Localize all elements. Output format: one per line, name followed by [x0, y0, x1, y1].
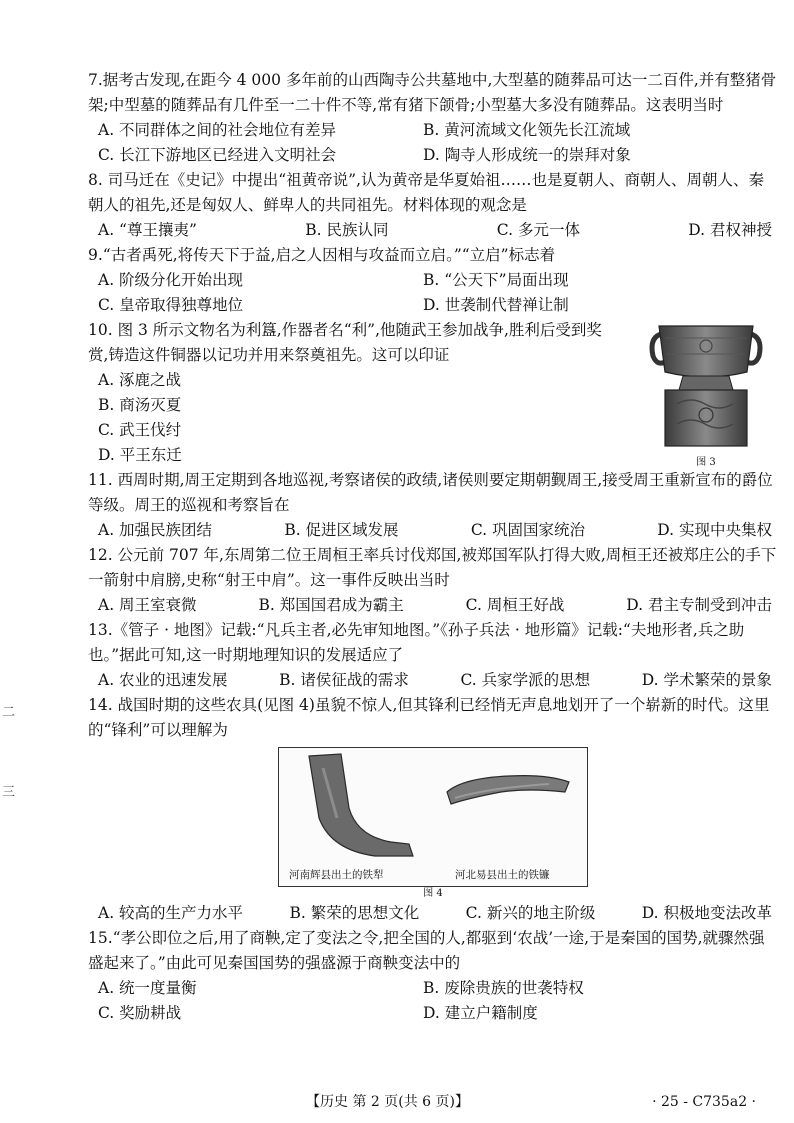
question-stem: 12. 公元前 707 年,东周第二位王周桓王率兵讨伐郑国,被郑国军队打得大败,周桓王还被郑庄公的手下一箭射中肩膀,史称“射王中肩”。这一事件反映出当时 — [88, 546, 777, 589]
figure-4-frame — [278, 747, 588, 887]
options — [88, 218, 778, 243]
figure-caption: 图 3 — [696, 457, 716, 468]
options — [88, 118, 778, 168]
question-stem: 14. 战国时期的这些农具(见图 4)虽貌不惊人,但其锋利已经悄无声息地划开了一个崭新的时代。这里的“锋利”可以理解为 — [88, 696, 770, 739]
question-stem: 7.据考古发现,在距今 4 000 多年前的山西陶寺公共墓地中,大型墓的随葬品可达一二百件,并有整猪骨架;中型墓的随葬品有几件至一二十件不等,常有猪下颌骨;小型墓大多没有随葬品。这表明当时 — [88, 71, 777, 114]
question-stem: 15.“孝公即位之后,用了商鞅,定了变法之令,把全国的人,都驱到‘农战’一途,于是秦国的国势,就骤然强盛起来了。”由此可见秦国国势的强盛源于商鞅变法中的 — [88, 929, 765, 972]
option-b: B. 民族认同 — [305, 221, 389, 239]
question-8 — [88, 168, 778, 243]
option-d: D. 积极地变法改革 — [641, 904, 772, 922]
option-b: B. “公天下”局面出现 — [423, 271, 569, 289]
question-stem: 10. 图 3 所示文物名为利簋,作器者名“利”,他随武王参加战争,胜利后受到奖赏,铸造这件铜器以记功并用来祭奠祖先。这可以印证 — [88, 321, 602, 364]
option-b: B. 黄河流域文化领先长江流域 — [423, 121, 631, 139]
question-11 — [88, 468, 778, 543]
question-stem: 9.“古者禹死,将传天下于益,启之人因相与攻益而立启。”“立启”标志着 — [88, 246, 556, 264]
question-9 — [88, 243, 778, 318]
option-c: C. 周桓王好战 — [465, 596, 565, 614]
option-a: A. 农业的迅速发展 — [98, 671, 228, 689]
option-c: C. 兵家学派的思想 — [460, 671, 591, 689]
exam-code: · 25 - C735a2 · — [652, 1094, 756, 1110]
li-gui-bronze-vessel-image — [647, 320, 765, 448]
figure-4 — [278, 747, 588, 901]
option-a: A. 统一度量衡 — [98, 979, 197, 997]
question-stem: 13.《管子 · 地图》记载:“凡兵主者,必先审知地图。”《孙子兵法 · 地形篇》记载:“夫地形者,兵之助也。”据此可知,这一时期地理知识的发展适应了 — [88, 621, 745, 664]
question-15 — [88, 926, 778, 1026]
option-b: B. 废除贵族的世袭特权 — [423, 979, 584, 997]
option-b: B. 商汤灭夏 — [98, 396, 182, 414]
option-b: B. 促进区域发展 — [284, 521, 399, 539]
option-c: C. 多元一体 — [496, 221, 580, 239]
option-d: D. 陶寺人形成统一的崇拜对象 — [423, 146, 631, 164]
option-b: B. 诸侯征战的需求 — [279, 671, 409, 689]
option-d: D. 建立户籍制度 — [423, 1004, 538, 1022]
figure-label-sickle: 河北易县出土的铁镰 — [455, 869, 550, 881]
option-a: A. 涿鹿之战 — [98, 371, 182, 389]
margin-mark: 二 — [2, 705, 16, 720]
option-c: C. 奖励耕战 — [98, 1004, 182, 1022]
option-c: C. 长江下游地区已经进入文明社会 — [98, 146, 337, 164]
figure-label-plough: 河南辉县出土的铁犁 — [289, 869, 384, 881]
margin-mark: 三 — [2, 785, 16, 800]
option-b: B. 郑国国君成为霸主 — [258, 596, 404, 614]
option-c: C. 皇帝取得独尊地位 — [98, 296, 244, 314]
question-stem: 8. 司马迁在《史记》中提出“祖黄帝说”,认为黄帝是华夏始祖……也是夏朝人、商朝人、周朝人、秦朝人的祖先,还是匈奴人、鲜卑人的共同祖先。材料体现的观念是 — [88, 171, 764, 214]
page-number-label: 【历史 第 2 页(共 6 页)】 — [306, 1094, 469, 1110]
options — [88, 976, 778, 1026]
options — [88, 518, 778, 543]
iron-tools-image — [279, 748, 587, 858]
option-d: D. 学术繁荣的景象 — [641, 671, 772, 689]
option-d: D. 世袭制代替禅让制 — [423, 296, 569, 314]
option-c: C. 新兴的地主阶级 — [465, 904, 596, 922]
question-stem: 11. 西周时期,周王定期到各地巡视,考察诸侯的政绩,诸侯则要定期朝觐周王,接受周王重新宣布的爵位等级。周王的巡视和考察旨在 — [88, 471, 773, 514]
option-c: C. 武王伐纣 — [98, 421, 182, 439]
options — [88, 668, 778, 693]
option-a: A. 周王室衰微 — [98, 596, 197, 614]
question-7 — [88, 68, 778, 168]
question-10 — [88, 318, 778, 468]
option-c: C. 巩固国家统治 — [470, 521, 585, 539]
option-a: A. “尊王攘夷” — [98, 221, 197, 239]
option-a: A. 阶级分化开始出现 — [98, 271, 244, 289]
option-b: B. 繁荣的思想文化 — [289, 904, 420, 922]
figure-3 — [636, 320, 776, 470]
option-d: D. 君主专制受到冲击 — [626, 596, 772, 614]
question-13 — [88, 618, 778, 693]
option-d: D. 实现中央集权 — [657, 521, 772, 539]
option-d: D. 君权神授 — [688, 221, 772, 239]
option-a: A. 不同群体之间的社会地位有差异 — [98, 121, 337, 139]
options — [88, 268, 778, 318]
option-d: D. 平王东迁 — [98, 446, 182, 464]
page-footer — [88, 1090, 766, 1114]
options — [88, 901, 778, 926]
question-14 — [88, 693, 778, 926]
option-a: A. 较高的生产力水平 — [98, 904, 244, 922]
figure-caption: 图 4 — [423, 888, 443, 899]
options — [88, 593, 778, 618]
option-a: A. 加强民族团结 — [98, 521, 213, 539]
exam-page — [88, 68, 778, 1026]
question-12 — [88, 543, 778, 618]
